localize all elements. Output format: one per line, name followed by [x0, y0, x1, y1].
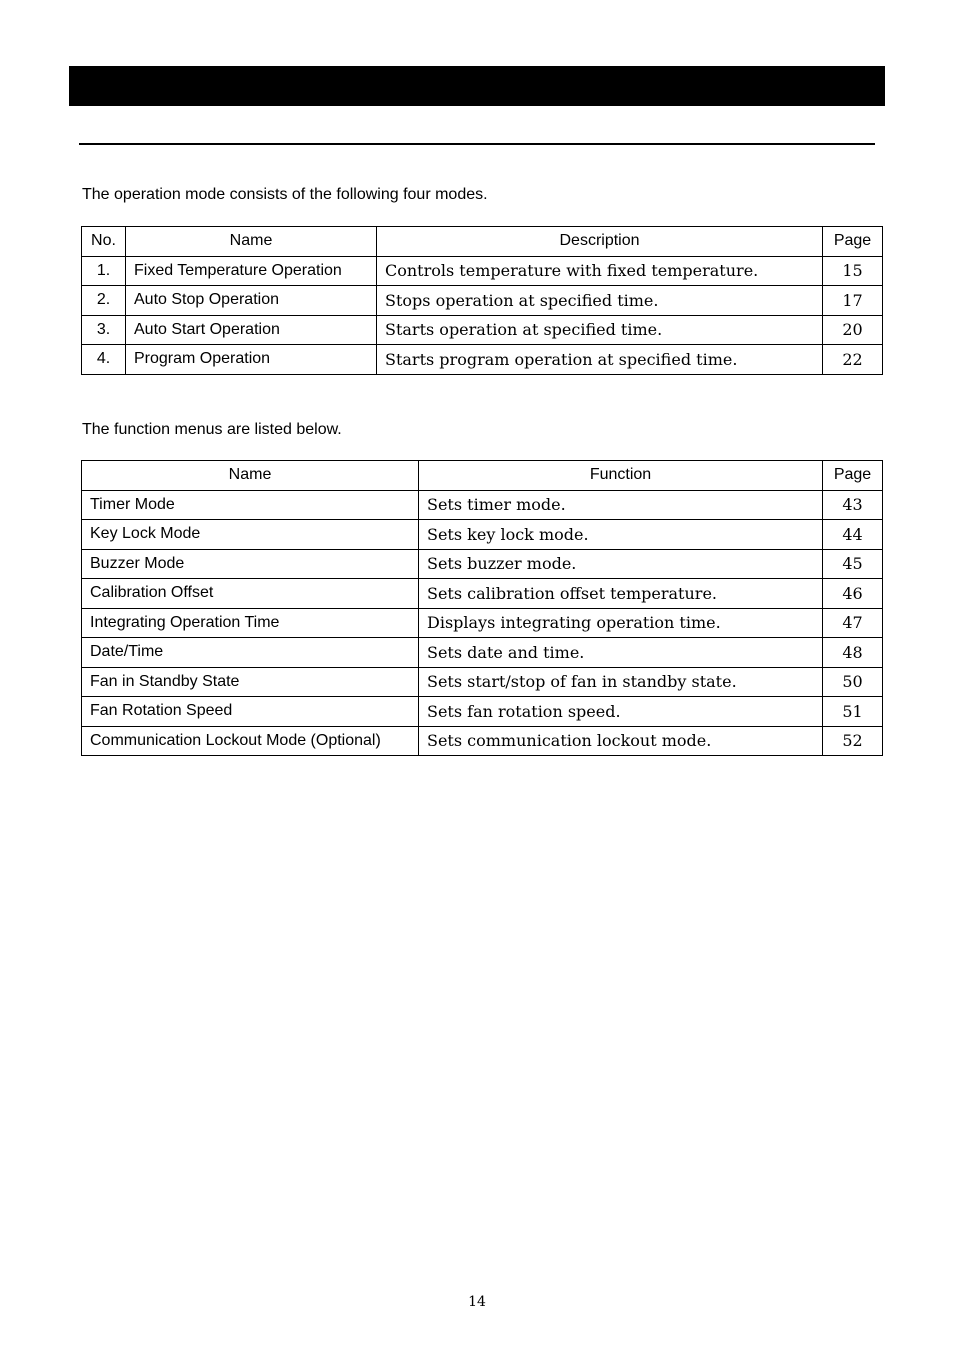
table-row [82, 579, 883, 609]
function-page: 47 [823, 608, 883, 638]
table-row [82, 256, 883, 286]
mode-description: Controls temperature with fixed temperature. [377, 256, 823, 286]
table-row [82, 549, 883, 579]
table-row [82, 697, 883, 727]
column-header-name: Name [82, 461, 419, 491]
table-header-row [82, 227, 883, 257]
column-header-page: Page [823, 461, 883, 491]
mode-name: Auto Start Operation [126, 315, 377, 345]
mode-name: Fixed Temperature Operation [126, 256, 377, 286]
function-description: Sets date and time. [419, 638, 823, 668]
functions-intro-text: The function menus are listed below. [82, 421, 342, 438]
mode-page: 17 [823, 286, 883, 316]
table-row [82, 490, 883, 520]
column-header-page: Page [823, 227, 883, 257]
function-name: Fan in Standby State [82, 667, 419, 697]
mode-page: 22 [823, 345, 883, 375]
modes-intro-text: The operation mode consists of the following four modes. [82, 186, 488, 203]
column-header-function: Function [419, 461, 823, 491]
table-row [82, 638, 883, 668]
mode-number: 4. [82, 345, 126, 375]
function-page: 43 [823, 490, 883, 520]
section-divider [79, 143, 875, 145]
mode-number: 1. [82, 256, 126, 286]
function-page: 44 [823, 520, 883, 550]
function-description: Sets buzzer mode. [419, 549, 823, 579]
table-row [82, 726, 883, 756]
function-description: Sets fan rotation speed. [419, 697, 823, 727]
function-name: Buzzer Mode [82, 549, 419, 579]
mode-number: 3. [82, 315, 126, 345]
function-description: Sets key lock mode. [419, 520, 823, 550]
function-name: Communication Lockout Mode (Optional) [82, 726, 419, 756]
function-page: 48 [823, 638, 883, 668]
mode-description: Stops operation at specified time. [377, 286, 823, 316]
function-page: 45 [823, 549, 883, 579]
function-name: Timer Mode [82, 490, 419, 520]
function-description: Sets timer mode. [419, 490, 823, 520]
column-header-no: No. [82, 227, 126, 257]
table-row [82, 345, 883, 375]
table-row [82, 608, 883, 638]
mode-description: Starts operation at specified time. [377, 315, 823, 345]
mode-page: 20 [823, 315, 883, 345]
function-name: Calibration Offset [82, 579, 419, 609]
function-menus-table [81, 460, 883, 756]
function-description: Sets communication lockout mode. [419, 726, 823, 756]
table-row [82, 286, 883, 316]
table-row [82, 520, 883, 550]
mode-description: Starts program operation at specified time. [377, 345, 823, 375]
function-description: Sets calibration offset temperature. [419, 579, 823, 609]
mode-name: Auto Stop Operation [126, 286, 377, 316]
function-page: 52 [823, 726, 883, 756]
function-name: Date/Time [82, 638, 419, 668]
function-name: Integrating Operation Time [82, 608, 419, 638]
mode-page: 15 [823, 256, 883, 286]
function-description: Sets start/stop of fan in standby state. [419, 667, 823, 697]
function-page: 51 [823, 697, 883, 727]
table-row [82, 315, 883, 345]
column-header-name: Name [126, 227, 377, 257]
function-page: 50 [823, 667, 883, 697]
mode-number: 2. [82, 286, 126, 316]
table-header-row [82, 461, 883, 491]
function-description: Displays integrating operation time. [419, 608, 823, 638]
header-bar [69, 66, 885, 106]
mode-name: Program Operation [126, 345, 377, 375]
table-row [82, 667, 883, 697]
function-name: Fan Rotation Speed [82, 697, 419, 727]
function-page: 46 [823, 579, 883, 609]
column-header-description: Description [377, 227, 823, 257]
page-number: 14 [468, 1294, 486, 1310]
operation-modes-table [81, 226, 883, 375]
function-name: Key Lock Mode [82, 520, 419, 550]
